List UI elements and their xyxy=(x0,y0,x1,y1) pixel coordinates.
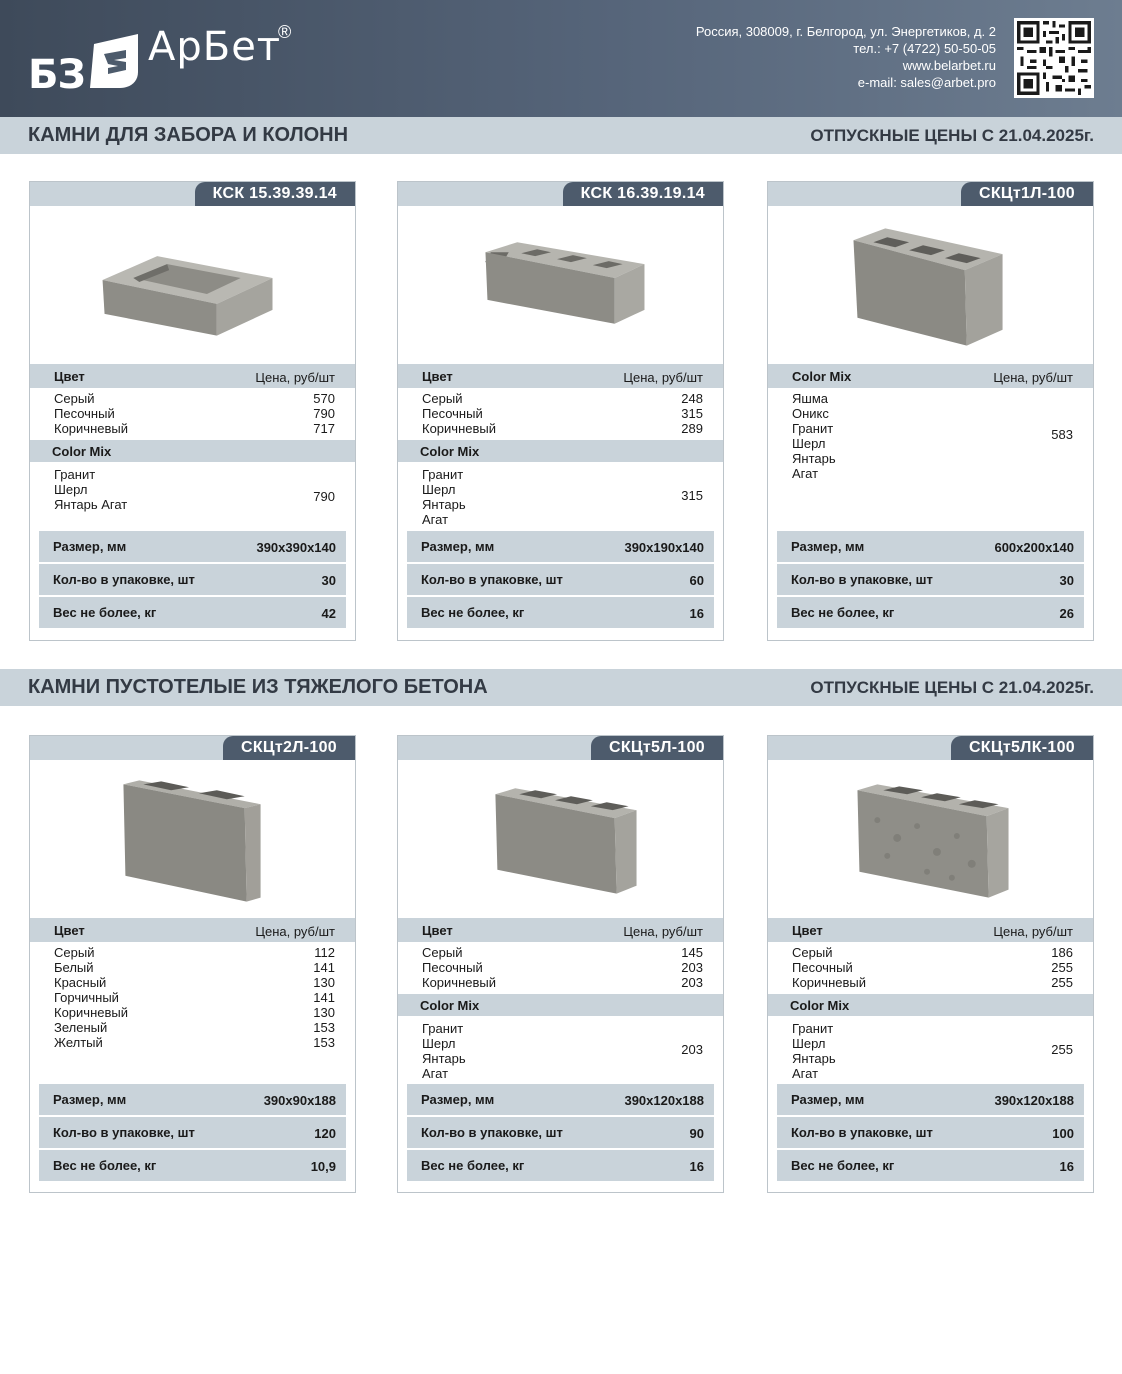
product-code: КСК 15.39.39.14 xyxy=(195,182,355,206)
color-list: Серый Белый Красный Горчичный Коричневый Зеленый Желтый xyxy=(54,945,128,1050)
color-list: Серый Песочный Коричневый xyxy=(792,945,866,990)
logo-name-text: АрБет xyxy=(148,24,282,70)
color-list: Яшма Оникс Гранит Шерл Янтарь Агат xyxy=(792,391,836,481)
qr-code-icon[interactable] xyxy=(1014,18,1094,98)
section-price-date: ОТПУСКНЫЕ ЦЕНЫ С 21.04.2025г. xyxy=(810,678,1094,697)
product-code: КСК 16.39.19.14 xyxy=(563,182,723,206)
spec-weight: Вес не более, кг 16 xyxy=(777,1150,1084,1181)
spec-qty: Кол-во в упаковке, шт 30 xyxy=(39,564,346,595)
spec-weight: Вес не более, кг 10,9 xyxy=(39,1150,346,1181)
spec-size: Размер, мм 390x190x140 xyxy=(407,531,714,562)
email-link[interactable]: e-mail: sales@arbet.pro xyxy=(857,75,996,90)
spec-weight: Вес не более, кг 16 xyxy=(407,597,714,628)
spec-qty: Кол-во в упаковке, шт 100 xyxy=(777,1117,1084,1148)
product-code: СКЦт2Л-100 xyxy=(223,736,355,760)
spec-size: Размер, мм 390x390x140 xyxy=(39,531,346,562)
address: Россия, 308009, г. Белгород, ул. Энергетиков, д. 2 xyxy=(695,24,996,39)
page-header xyxy=(0,0,1122,117)
spec-weight: Вес не более, кг 42 xyxy=(39,597,346,628)
price-list: 145 203 203 xyxy=(681,945,703,990)
price-list: 570 790 717 xyxy=(313,391,335,436)
block-image xyxy=(398,760,723,916)
mix-price: 315 xyxy=(681,488,703,503)
phone[interactable]: тел.: +7 (4722) 50-50-05 xyxy=(853,41,996,56)
color-mix-header: Color Mix xyxy=(52,444,112,459)
spec-qty: Кол-во в упаковке, шт 120 xyxy=(39,1117,346,1148)
price-list: 583 xyxy=(1051,427,1073,442)
product-card-ksk-163919[interactable]: КСК 16.39.19.14 Цвет Цена, руб/шт Серый Песочный Коричневый 248 315 289 Color Mix Гранит Шерл Янтарь Агат 315 Размер, мм 390x190x140 Кол-во в упаковке, шт 60 Вес не более, кг 16 xyxy=(397,181,724,641)
product-card-skct1l[interactable]: СКЦт1Л-100 Color Mix Цена, руб/шт Яшма Оникс Гранит Шерл Янтарь Агат 583 Размер, мм 600x200x140 Кол-во в упаковке, шт 30 Вес не более, кг 26 xyxy=(767,181,1094,641)
block-image xyxy=(768,206,1093,362)
block-image xyxy=(398,206,723,362)
spec-weight: Вес не более, кг 26 xyxy=(777,597,1084,628)
section-header-fence xyxy=(0,117,1122,154)
logo-registered-mark: ® xyxy=(278,22,292,42)
product-code: СКЦт5Л-100 xyxy=(591,736,723,760)
mix-price: 255 xyxy=(1051,1042,1073,1057)
price-list: 248 315 289 xyxy=(681,391,703,436)
logo-mark-icon xyxy=(86,32,146,90)
spec-size: Размер, мм 390x120x188 xyxy=(407,1084,714,1115)
section-price-date: ОТПУСКНЫЕ ЦЕНЫ С 21.04.2025г. xyxy=(810,126,1094,145)
spec-weight: Вес не более, кг 16 xyxy=(407,1150,714,1181)
block-image xyxy=(30,206,355,362)
product-card-skct5l[interactable]: СКЦт5Л-100 Цвет Цена, руб/шт Серый Песочный Коричневый 145 203 203 Color Mix Гранит Шерл Янтарь Агат 203 Размер, мм 390x120x188 Кол-во в упаковке, шт 90 Вес не более, кг 16 xyxy=(397,735,724,1193)
product-card-skct5lk[interactable]: СКЦт5ЛК-100 Цвет Цена, руб/шт Серый Песочный Коричневый 186 255 255 Color Mix Гранит Шерл Янтарь Агат 255 Размер, мм 390x120x188 Кол-во в упаковке, шт 100 Вес не более, кг 16 xyxy=(767,735,1094,1193)
section-header-hollow xyxy=(0,669,1122,706)
product-card-skct2l[interactable]: СКЦт2Л-100 Цвет Цена, руб/шт Серый Белый Красный Горчичный Коричневый Зеленый Желтый 112 141 130 141 130 153 153 Размер, мм 390x90x188 Кол-во в упаковке, шт 120 Вес не более, кг 10,9 xyxy=(29,735,356,1193)
mix-price: 790 xyxy=(313,489,335,504)
color-list: Серый Песочный Коричневый xyxy=(422,945,496,990)
block-image xyxy=(768,760,1093,916)
spec-size: Размер, мм 600x200x140 xyxy=(777,531,1084,562)
price-list: 186 255 255 xyxy=(1051,945,1073,990)
spec-qty: Кол-во в упаковке, шт 90 xyxy=(407,1117,714,1148)
color-list: Серый Песочный Коричневый xyxy=(422,391,496,436)
section-title: КАМНИ ДЛЯ ЗАБОРА И КОЛОНН xyxy=(28,124,349,146)
mix-color-list: Гранит Шерл Янтарь Агат xyxy=(422,1021,466,1081)
section-title: КАМНИ ПУСТОТЕЛЫЕ ИЗ ТЯЖЕЛОГО БЕТОНА xyxy=(28,676,488,698)
mix-color-list: Гранит Шерл Янтарь Агат xyxy=(792,1021,836,1081)
mix-color-list: Гранит Шерл Янтарь Агат xyxy=(54,467,128,512)
block-image xyxy=(30,760,355,916)
color-header: Цвет xyxy=(54,369,85,384)
spec-qty: Кол-во в упаковке, шт 30 xyxy=(777,564,1084,595)
product-code: СКЦт5ЛК-100 xyxy=(951,736,1093,760)
logo-bz-text: БЗ xyxy=(28,52,85,98)
product-code: СКЦт1Л-100 xyxy=(961,182,1093,206)
product-card-ksk-153939[interactable] xyxy=(29,181,356,641)
spec-qty: Кол-во в упаковке, шт 60 xyxy=(407,564,714,595)
company-logo[interactable] xyxy=(28,22,328,98)
contacts-block xyxy=(696,23,996,91)
spec-size: Размер, мм 390x120x188 xyxy=(777,1084,1084,1115)
mix-color-list: Гранит Шерл Янтарь Агат xyxy=(422,467,466,527)
color-list: Серый Песочный Коричневый xyxy=(54,391,128,436)
price-header: Цена, руб/шт xyxy=(255,370,335,385)
website-link[interactable]: www.belarbet.ru xyxy=(902,58,996,73)
spec-size: Размер, мм 390x90x188 xyxy=(39,1084,346,1115)
mix-price: 203 xyxy=(681,1042,703,1057)
price-list: 112 141 130 141 130 153 153 xyxy=(313,945,335,1050)
